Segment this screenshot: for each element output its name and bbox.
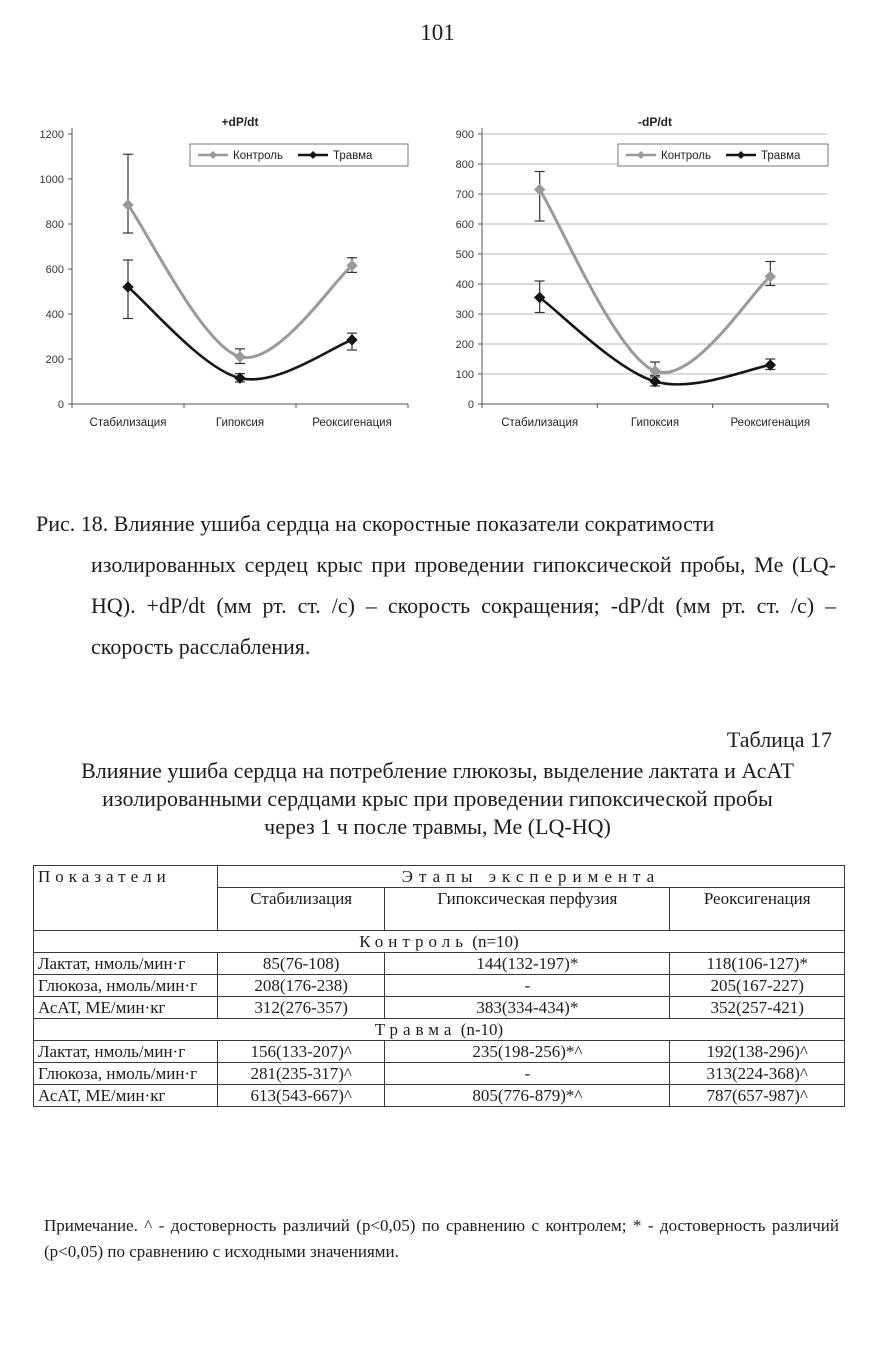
page-number: 101 [420, 20, 455, 45]
row-label: Лактат, нмоль/мин·г [34, 953, 218, 975]
y-tick-label: 0 [57, 399, 64, 411]
table-row [34, 1085, 845, 1107]
header-stages: Этапы эксперимента [218, 866, 845, 888]
table-row [34, 1063, 845, 1085]
col-header: Реоксигенация [670, 888, 845, 931]
table-cell: 144(132-197)* [385, 953, 670, 975]
table-cell: 805(776-879)*^ [385, 1085, 670, 1107]
legend-label: Контроль [661, 150, 711, 162]
table-cell: 613(543-667)^ [218, 1085, 385, 1107]
table-row [34, 953, 845, 975]
row-label: АсАТ, МЕ/мин·кг [34, 997, 218, 1019]
data-point [347, 335, 357, 345]
legend-label: Травма [761, 150, 801, 162]
table-cell: 208(176-238) [218, 975, 385, 997]
group-row-control [34, 931, 845, 953]
col-header: Гипоксическая перфузия [385, 888, 670, 931]
figure-caption [36, 503, 836, 667]
table-row [34, 1041, 845, 1063]
legend-label: Травма [333, 150, 373, 162]
chart-plus-dpdt [20, 112, 420, 442]
group-label-trauma [34, 1019, 845, 1041]
row-label: Глюкоза, нмоль/мин·г [34, 1063, 218, 1085]
x-tick-label: Гипоксия [630, 417, 680, 429]
x-tick-label: Стабилизация [501, 417, 579, 429]
row-label: АсАТ, МЕ/мин·кг [34, 1085, 218, 1107]
series-line [128, 287, 352, 379]
table-cell: 312(276-357) [218, 997, 385, 1019]
y-tick-label: 0 [467, 399, 474, 411]
caption-line1: Рис. 18. Влияние ушиба сердца на скоростные показатели сократимости [36, 511, 715, 536]
table-title-line1: Влияние ушиба сердца на потребление глюкозы, выделение лактата и АсАТ [81, 758, 794, 783]
caption-rest: изолированных сердец крыс при проведении гипоксической пробы, Me (LQ-HQ). +dP/dt (мм рт. ст. /с) – скорость сокращения; -dP/dt (мм рт. ст. /с) – скорость расслабления. [91, 552, 836, 659]
legend-label: Контроль [233, 150, 283, 162]
table-row [34, 997, 845, 1019]
y-tick-label: 1000 [39, 174, 64, 186]
table-title-line2: изолированными сердцами крыс при проведении гипоксической пробы [102, 786, 773, 811]
y-tick-label: 900 [455, 129, 474, 141]
table-cell: 85(76-108) [218, 953, 385, 975]
y-tick-label: 200 [455, 339, 474, 351]
table-cell: 118(106-127)* [670, 953, 845, 975]
group-name: Травма [374, 1020, 457, 1039]
y-tick-label: 100 [455, 369, 474, 381]
row-label: Лактат, нмоль/мин·г [34, 1041, 218, 1063]
table-cell: 281(235-317)^ [218, 1063, 385, 1085]
table-cell: 235(198-256)*^ [385, 1041, 670, 1063]
series-line [540, 190, 771, 373]
table-title-line3: через 1 ч после травмы, Me (LQ-HQ) [264, 814, 611, 839]
y-tick-label: 400 [45, 309, 64, 321]
y-tick-label: 800 [45, 219, 64, 231]
col-header: Стабилизация [218, 888, 385, 931]
group-label-control [34, 931, 845, 953]
data-point [235, 352, 245, 362]
x-tick-label: Реоксигенация [730, 417, 811, 429]
table-title [20, 757, 855, 841]
chart-svg [430, 112, 840, 442]
table-cell: 352(257-421) [670, 997, 845, 1019]
table-cell: 192(138-296)^ [670, 1041, 845, 1063]
table-cell: 787(657-987)^ [670, 1085, 845, 1107]
series-line [128, 205, 352, 358]
y-tick-label: 500 [455, 249, 474, 261]
x-tick-label: Гипоксия [215, 417, 265, 429]
group-row-trauma [34, 1019, 845, 1041]
y-tick-label: 600 [45, 264, 64, 276]
data-table [33, 865, 845, 1107]
table-cell: 383(334-434)* [385, 997, 670, 1019]
x-tick-label: Реоксигенация [312, 417, 392, 429]
table-cell: - [385, 1063, 670, 1085]
group-suffix: (n-10) [460, 1020, 504, 1039]
chart-minus-dpdt [430, 112, 840, 442]
table-row [34, 975, 845, 997]
group-name: Контроль [359, 932, 469, 951]
y-tick-label: 600 [455, 219, 474, 231]
table-cell: - [385, 975, 670, 997]
y-tick-label: 200 [45, 354, 64, 366]
chart-svg [20, 112, 420, 442]
y-tick-label: 300 [455, 309, 474, 321]
table-note: Примечание. ^ - достоверность различий (p<0,05) по сравнению с контролем; * - достоверность различий (p<0,05) по сравнению с исходными значениями. [44, 1216, 839, 1261]
table-cell: 205(167-227) [670, 975, 845, 997]
table-cell: 156(133-207)^ [218, 1041, 385, 1063]
y-tick-label: 400 [455, 279, 474, 291]
table-header-row [34, 866, 845, 888]
table-cell: 313(224-368)^ [670, 1063, 845, 1085]
chart-title: -dP/dt [638, 115, 672, 129]
x-tick-label: Стабилизация [89, 417, 167, 429]
y-tick-label: 1200 [39, 129, 64, 141]
data-point [650, 377, 660, 387]
y-tick-label: 800 [455, 159, 474, 171]
row-label: Глюкоза, нмоль/мин·г [34, 975, 218, 997]
y-tick-label: 700 [455, 189, 474, 201]
table-number: Таблица 17 [726, 727, 832, 752]
group-suffix: (n=10) [472, 932, 519, 951]
chart-title: +dP/dt [221, 115, 259, 129]
header-param: Показатели [34, 866, 218, 931]
data-point [765, 360, 775, 370]
